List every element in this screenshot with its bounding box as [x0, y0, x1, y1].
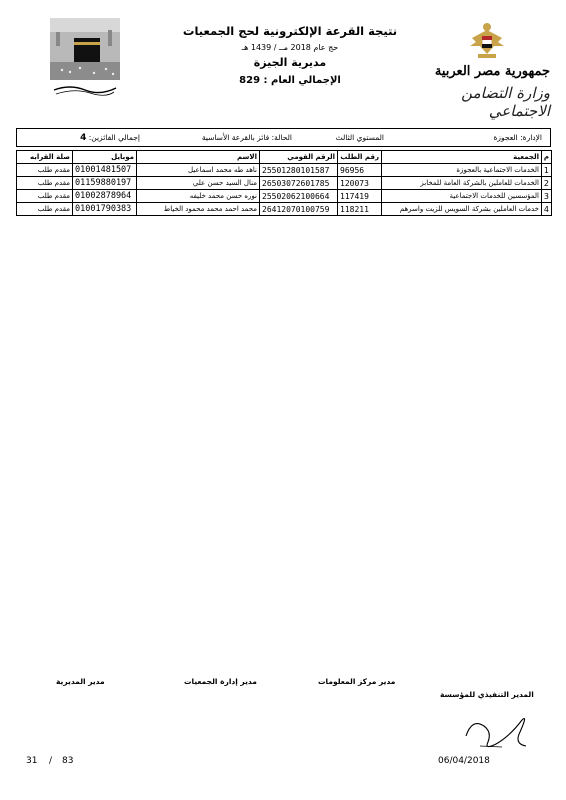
sig-info-center: مدير مركز المعلومات: [318, 677, 396, 686]
status-label: الحالة:: [271, 133, 292, 142]
cell-national-id: 26412070100759: [260, 203, 338, 216]
org-name: جمهورية مصر العربية: [434, 64, 550, 79]
col-header-request-no: رقم الطلب: [338, 151, 382, 164]
winners-field: [80, 133, 140, 143]
cell-national-id: 26503072601785: [260, 177, 338, 190]
cell-request-no: 118211: [338, 203, 382, 216]
cell-mobile: 01002878964: [73, 190, 137, 203]
cell-index: 2: [542, 177, 552, 190]
cell-name: محمد احمد محمد محمود الخياط: [137, 203, 260, 216]
page-separator: /: [49, 756, 53, 766]
cell-national-id: 25502062100664: [260, 190, 338, 203]
status-field: [202, 133, 292, 142]
sig-directorate: مدير المديرية: [56, 677, 105, 686]
cell-name: ناهد طه محمد اسماعيل: [137, 164, 260, 177]
cell-national-id: 25501280101587: [260, 164, 338, 177]
level-label: المستوي الثالث: [335, 133, 384, 142]
cell-index: 3: [542, 190, 552, 203]
cell-name: نوره حسن محمد خليفه: [137, 190, 260, 203]
cell-relation: مقدم طلب: [17, 177, 73, 190]
cell-request-no: 96956: [338, 164, 382, 177]
exec-director-title: المدير التنفيذي للمؤسسة: [440, 690, 534, 699]
cell-mobile: 01001790383: [73, 203, 137, 216]
admin-field: [493, 133, 542, 142]
cell-index: 4: [542, 203, 552, 216]
cell-relation: مقدم طلب: [17, 190, 73, 203]
egypt-eagle-icon: [466, 20, 508, 60]
cell-association: خدمات العاملين بشركة السويس للزيت واسرهم: [382, 203, 542, 216]
status-value: فائز بالقرعة الأساسية: [201, 133, 270, 142]
page-current: 31: [26, 756, 38, 766]
kaaba-logo: [50, 18, 120, 96]
cell-association: الخدمات للعاملين بالشركة العامة للمخابز: [382, 177, 542, 190]
table-row: [17, 177, 552, 190]
cell-relation: مقدم طلب: [17, 203, 73, 216]
cell-request-no: 120073: [338, 177, 382, 190]
admin-value: العجوزة: [493, 133, 518, 142]
print-date: 06/04/2018: [438, 756, 490, 766]
col-header-index: م: [542, 151, 552, 164]
page-total: 83: [62, 756, 74, 766]
col-header-name: الاسم: [137, 151, 260, 164]
table-row: [17, 190, 552, 203]
winners-table: [16, 150, 552, 216]
col-header-national-id: الرقم القومي: [260, 151, 338, 164]
cell-association: الخدمات الاجتماعية بالعجوزة: [382, 164, 542, 177]
winners-value: 4: [80, 133, 87, 143]
cell-mobile: 01001481507: [73, 164, 137, 177]
table-header-row: [17, 151, 552, 164]
cell-name: منال السيد حسن علي: [137, 177, 260, 190]
table-row: [17, 164, 552, 177]
cell-index: 1: [542, 164, 552, 177]
info-bar: [16, 128, 551, 147]
page-title: نتيجة القرعة الإلكترونية لحج الجمعيات: [182, 24, 398, 38]
grand-total: [180, 75, 400, 86]
handwritten-signature: [462, 706, 532, 754]
ministry-name: وزارة التضامن الاجتماعي: [461, 84, 550, 120]
col-header-mobile: موبايل: [73, 151, 137, 164]
winners-label: إجمالي الفائزين:: [88, 133, 140, 142]
directorate-name: مديرية الجيزة: [253, 56, 327, 69]
grand-total-label: الإجمالي العام :: [263, 75, 341, 86]
cell-mobile: 01159880197: [73, 177, 137, 190]
col-header-association: الجمعية: [382, 151, 542, 164]
page-subtitle: حج عام 2018 مــ / 1439 هـ: [241, 43, 339, 52]
cell-request-no: 117419: [338, 190, 382, 203]
grand-total-value: 829: [239, 75, 261, 86]
table-row: [17, 203, 552, 216]
cell-relation: مقدم طلب: [17, 164, 73, 177]
col-header-relation: صلة القرابه: [17, 151, 73, 164]
sig-assoc-admin: مدير إدارة الجمعيات: [184, 677, 257, 686]
admin-label: الإدارة:: [520, 133, 542, 142]
cell-association: المؤسسين للخدمات الاجتماعية: [382, 190, 542, 203]
